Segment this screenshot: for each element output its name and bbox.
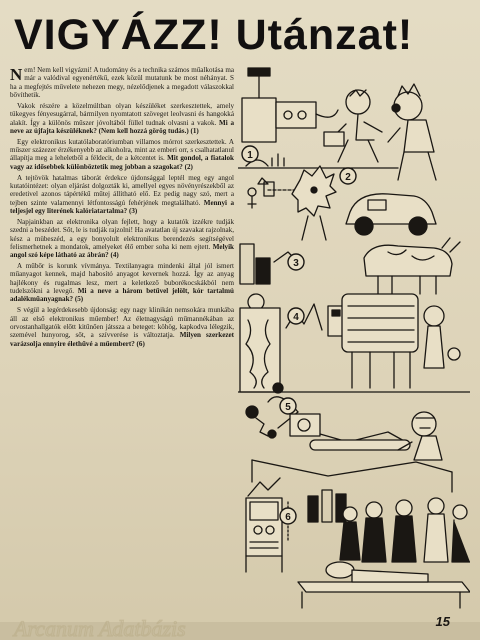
paragraph-text: S végül a legérdekesebb újdonság: egy nagy klinikán nemsokára munkába áll az első elektronikus műember! Az életnagyságú műmannékában az orvostanhallgatók előtt kitűnően játssza a beteget: köhög, kapkodva lélegzik, szemével hunyorog, sőt, a szívverése is változtatja. bbox=[10, 306, 234, 340]
watermark-text: Arcanum Adatbázis bbox=[14, 616, 186, 640]
quiz-question: Mit gondol, a fiatalok vagy az idősebbek különböztetik meg jobban a szagokat? (2) bbox=[10, 154, 234, 171]
article-paragraph bbox=[10, 102, 234, 135]
page-number: 15 bbox=[435, 614, 450, 629]
article-paragraph bbox=[10, 66, 234, 99]
paragraph-text: Vakok részére a közelmúltban olyan készüléket szerkesztettek, amely tükegyes fényesugárral, bármilyen nyomtatott szöveget leolvasni és hangokká alakít. Így a különös műszer jóvoltából füllel tudnak olvasni a vakok. bbox=[10, 101, 234, 127]
paragraph-text: Napjainkban az elektronika olyan fejlett, hogy a kutatók izzékre tudják szedni a beszédet. Sőt, le is tudják rajzolni! Ha avatatlan új szavakat rajzolnak, kész a mübeszéd, a egy bonyolult elektronikus berendezés segítségével felismerhetnek a mondatok, amelyeket élő ember soha ki nem ejtett. bbox=[10, 217, 234, 251]
panel-number-5: 5 bbox=[285, 402, 291, 413]
panel-1-man-with-headphones bbox=[388, 84, 436, 180]
panel-3-artificial-milk bbox=[240, 238, 460, 294]
watermark-logo bbox=[0, 616, 480, 640]
panel-number-2: 2 bbox=[345, 172, 351, 183]
article-paragraph bbox=[10, 138, 234, 171]
panel-1-reading-machine bbox=[238, 68, 398, 168]
article-paragraph bbox=[10, 306, 234, 348]
article-paragraph bbox=[10, 262, 234, 304]
quiz-question: Melyik angol szó képe látható az ábrán? (4) bbox=[10, 242, 234, 260]
quiz-question: Mi a neve a három betűvel jelölt, kór tartalmú adalékműanyagnak? (5) bbox=[10, 287, 234, 304]
quiz-question: Mennyi a teljesjel egy literének kalóriatartalma? (3) bbox=[10, 198, 234, 215]
drop-cap: N bbox=[10, 66, 23, 84]
panel-5-leather-machine bbox=[246, 383, 452, 492]
panel-number-1: 1 bbox=[247, 150, 253, 161]
panel-6-electronic-patient bbox=[246, 478, 470, 608]
quiz-question: Milyen szerkezet varázsolja ennyire élethűvé a műembert? (6) bbox=[10, 331, 234, 348]
panel-number-4: 4 bbox=[293, 312, 299, 323]
headline: VIGYÁZZ! Utánzat! bbox=[14, 11, 414, 59]
paragraph-text: A tejtövök hatalmas táborát érdekce újdonsággal leptél meg egy angol kutatóintézet: olyan eljárást dolgozták ki, amellyel egyes növényrészekből az eredetivel azonos tápértékű műtej állítható elő. Ez pedig nagy szó, mert a tejben szinte valamennyi létfontosságú fehérjének megtalálható. bbox=[10, 173, 234, 207]
panel-4-speech-graph bbox=[238, 294, 470, 392]
article-paragraph bbox=[10, 174, 234, 216]
illustration-drawing bbox=[238, 62, 470, 614]
cartoon-illustrations bbox=[238, 62, 470, 614]
article-paragraph bbox=[10, 218, 234, 260]
panel-number-6: 6 bbox=[285, 512, 291, 523]
quiz-question: Mi a neve az újfajta készüléknek? (Nem kell hozzá görög tudás.) (1) bbox=[10, 118, 234, 135]
paragraph-text: Egy elektronikus kutatólaboratóriumban villamos mórrot szerkesztettek. A műszer százezer érzékenyebb az alkoholra, mint az emberi orr, s csalhatatlanul állapítja meg a leheletből a féldecit, de a kétcentet is. bbox=[10, 137, 234, 163]
panel-number-3: 3 bbox=[293, 258, 299, 269]
article-text-column bbox=[10, 66, 234, 614]
paragraph-text: A műbőr is korunk vívmánya. Textilanyagra mindenki által jól ismert műanyagot kennek, majd habosító anyagot kevernek hozzá. Így az anyag hajlékony és rugalmas lesz, mert a keletkező buborékocskákból nem tudelszökni a levegő. bbox=[10, 262, 234, 296]
paragraph-text: em! Nem kell vigyázni! A tudomány és a technika számos műalkotása ma már a valódival egyenértékű, ezek közül mutatunk be most néhányat. S ha a megfejtés művelete nehezen megy, nézelődjenek a megadott válaszokkal bővíthetik. bbox=[10, 66, 234, 100]
